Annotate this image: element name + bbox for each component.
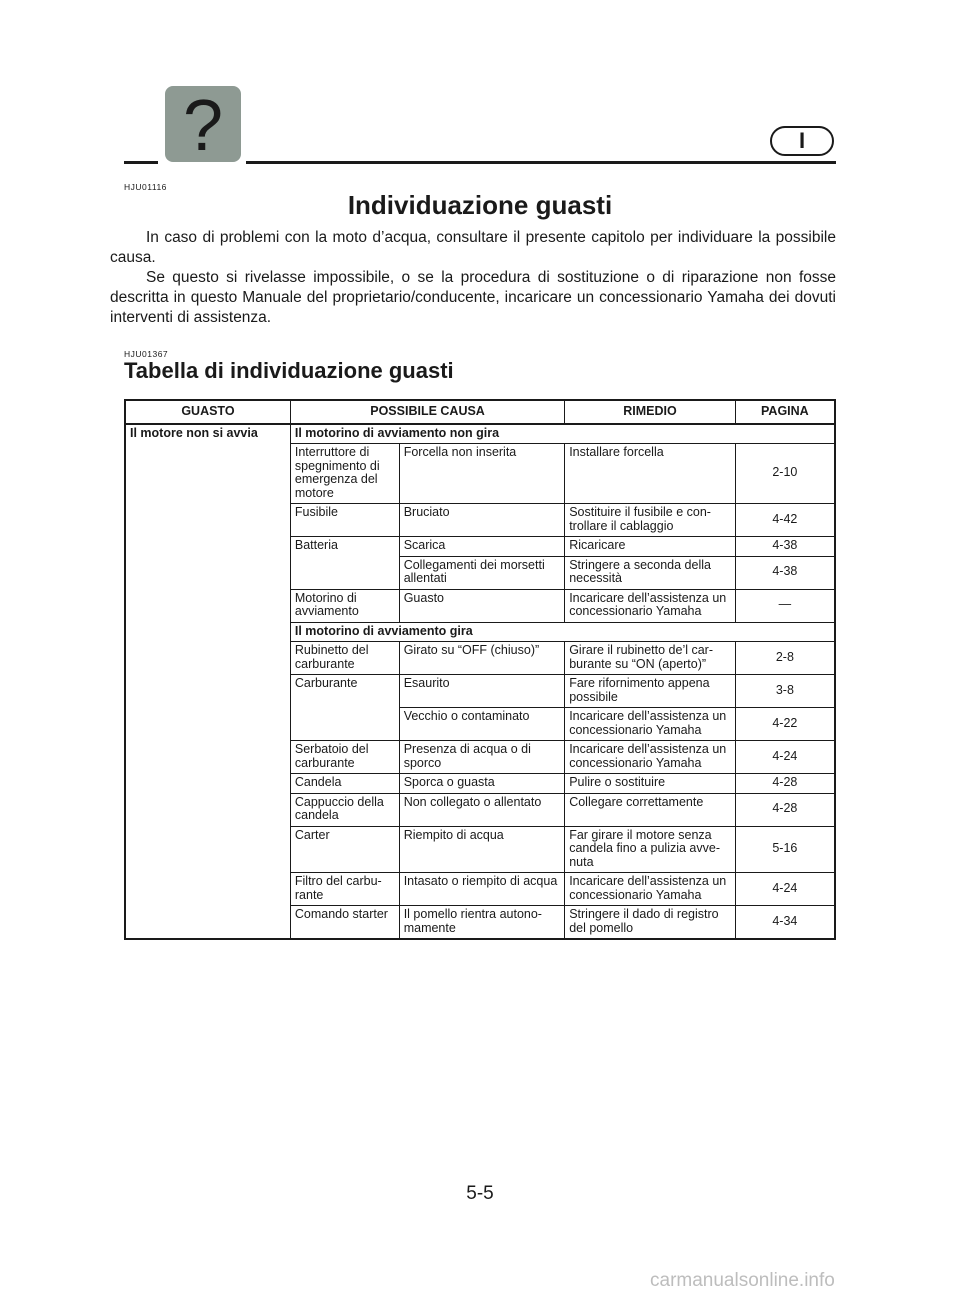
item-cell: Rubinetto del carburante (290, 642, 399, 675)
page-cell: 5-16 (735, 826, 835, 873)
fault-cell: Il motore non si avvia (125, 424, 290, 940)
cause-cell: Riempito di acqua (399, 826, 565, 873)
page-cell: 4-22 (735, 708, 835, 741)
header-rule-left (124, 161, 158, 164)
header-cell: PAGINA (735, 400, 835, 424)
item-cell: Motorino di avviamento (290, 589, 399, 622)
page-cell: 4-34 (735, 906, 835, 940)
intro-text (110, 228, 836, 328)
cause-cell: Girato su “OFF (chiuso)” (399, 642, 565, 675)
table-header-row (125, 400, 835, 424)
page-cell: 2-8 (735, 642, 835, 675)
remedy-cell: Incaricare dell’assistenza un concessionario Yamaha (565, 873, 736, 906)
cause-cell: Non collegato o allentato (399, 793, 565, 826)
header-cell: GUASTO (125, 400, 290, 424)
page-cell: 4-38 (735, 556, 835, 589)
remedy-cell: Incaricare dell’assistenza un concessionario Yamaha (565, 741, 736, 774)
section-code: HJU01367 (124, 349, 169, 359)
cause-cell: Presenza di acqua o di sporco (399, 741, 565, 774)
remedy-cell: Stringere il dado di registro del pomello (565, 906, 736, 940)
item-cell: Carburante (290, 675, 399, 741)
remedy-cell: Fare rifornimento appena possibile (565, 675, 736, 708)
remedy-cell: Pulire o sostituire (565, 774, 736, 794)
item-cell: Comando starter (290, 906, 399, 940)
svg-text:?: ? (182, 86, 224, 162)
header-cell: RIMEDIO (565, 400, 736, 424)
page-cell: 3-8 (735, 675, 835, 708)
intro-paragraph: Se questo si rivelasse impossibile, o se la procedura di sostituzione o di riparazione non fosse descritta in questo Manuale del proprietario/conducente, incaricare un concessionario Yamaha dei dovuti interventi di assistenza. (110, 269, 836, 326)
header-rule-right (246, 161, 836, 164)
section-code: HJU01116 (124, 182, 167, 192)
cause-cell: Esaurito (399, 675, 565, 708)
remedy-cell: Ricaricare (565, 537, 736, 557)
item-cell: Cappuccio della candela (290, 793, 399, 826)
page-cell: 4-38 (735, 537, 835, 557)
remedy-cell: Sostituire il fusibile e con-trollare il cablaggio (565, 504, 736, 537)
item-cell: Serbatoio del carburante (290, 741, 399, 774)
page-title: Individuazione guasti (347, 190, 613, 220)
cause-cell: Il pomello rientra autono-mamente (399, 906, 565, 940)
remedy-cell: Installare forcella (565, 444, 736, 504)
page-number: 5-5 (466, 1183, 494, 1204)
remedy-cell: Collegare correttamente (565, 793, 736, 826)
item-cell: Interruttore di spegnimento di emergenza del motore (290, 444, 399, 504)
item-cell: Filtro del carbu-rante (290, 873, 399, 906)
intro-paragraph: In caso di problemi con la moto d’acqua, consultare il presente capitolo per individuare la possibile causa. (110, 229, 836, 266)
page-cell: — (735, 589, 835, 622)
page-cell: 4-24 (735, 873, 835, 906)
question-mark-icon (165, 86, 241, 162)
remedy-cell: Stringere a seconda della necessità (565, 556, 736, 589)
page-cell: 2-10 (735, 444, 835, 504)
cause-cell: Intasato o riempito di acqua (399, 873, 565, 906)
header-cell: POSSIBILE CAUSA (290, 400, 564, 424)
cause-cell: Forcella non inserita (399, 444, 565, 504)
item-cell: Carter (290, 826, 399, 873)
page-cell: 4-28 (735, 793, 835, 826)
group-title: Il motorino di avviamento non gira (290, 424, 835, 444)
item-cell: Batteria (290, 537, 399, 590)
table-row (125, 424, 835, 444)
item-cell: Candela (290, 774, 399, 794)
cause-cell: Vecchio o contaminato (399, 708, 565, 741)
cause-cell: Scarica (399, 537, 565, 557)
remedy-cell: Incaricare dell’assistenza un concessionario Yamaha (565, 708, 736, 741)
cause-cell: Sporca o guasta (399, 774, 565, 794)
group-title: Il motorino di avviamento gira (290, 622, 835, 642)
watermark: carmanualsonline.info (650, 1270, 835, 1291)
page-cell: 4-24 (735, 741, 835, 774)
remedy-cell: Incaricare dell’assistenza un concessionario Yamaha (565, 589, 736, 622)
remedy-cell: Girare il rubinetto de’l car-burante su “ON (aperto)” (565, 642, 736, 675)
remedy-cell: Far girare il motore senza candela fino a pulizia avve-nuta (565, 826, 736, 873)
cause-cell: Guasto (399, 589, 565, 622)
page-cell: 4-42 (735, 504, 835, 537)
troubleshooting-table (124, 399, 836, 940)
page-cell: 4-28 (735, 774, 835, 794)
cause-cell: Collegamenti dei morsetti allentati (399, 556, 565, 589)
item-cell: Fusibile (290, 504, 399, 537)
language-tab: I (770, 126, 834, 156)
section-title: Tabella di individuazione guasti (124, 358, 454, 383)
cause-cell: Bruciato (399, 504, 565, 537)
